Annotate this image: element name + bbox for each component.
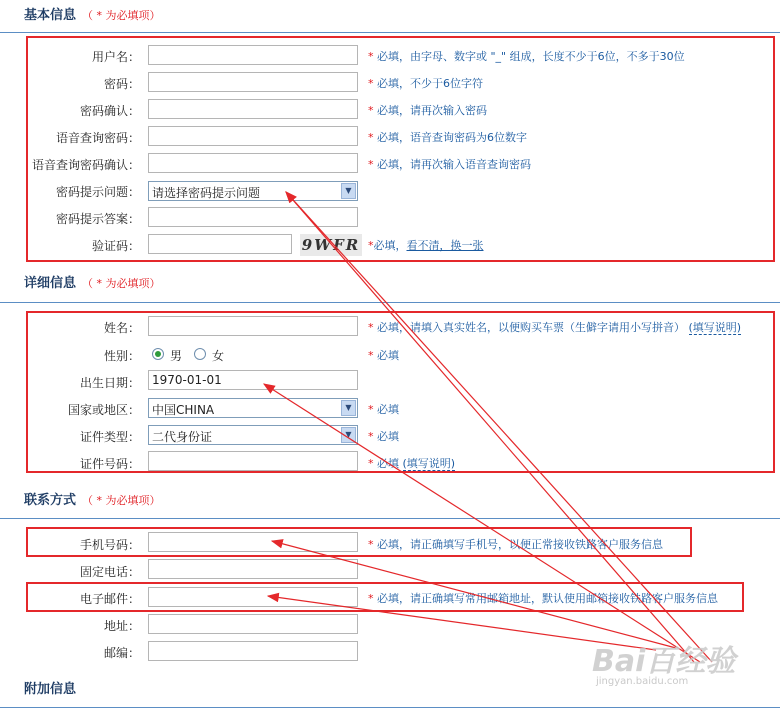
question-selected-value: 请选择密码提示问题 xyxy=(152,186,261,200)
voice-password-label: 语音查询密码： xyxy=(55,131,140,145)
required-note: （ * 为必填项） xyxy=(82,494,161,507)
id-type-selected-value: 二代身份证 xyxy=(152,430,213,444)
required-note: （ * 为必填项） xyxy=(82,277,161,290)
voice-password-hint: * 必填，语音查询密码为6位数字 xyxy=(368,131,527,144)
mobile-label: 手机号码： xyxy=(79,538,140,552)
gender-female-label: 女 xyxy=(212,349,225,363)
name-hint: * 必填，请填入真实姓名，以便购买车票（生僻字请用小写拼音） (填写说明) xyxy=(368,321,742,334)
id-number-label: 证件号码： xyxy=(79,457,140,471)
section-title-text: 详细信息 xyxy=(24,276,77,291)
id-number-hint: * 必填 (填写说明) xyxy=(368,457,456,470)
birthday-label: 出生日期： xyxy=(79,376,140,390)
country-hint: * 必填 xyxy=(368,403,399,416)
watermark-url: jingyan.baidu.com xyxy=(596,676,689,687)
section-title-text: 联系方式 xyxy=(24,493,77,508)
captcha-image[interactable]: 9WFR xyxy=(301,236,361,254)
arrow-to-birthday xyxy=(264,384,700,662)
gender-hint: * 必填 xyxy=(368,349,399,362)
voice-password-confirm-label: 语音查询密码确认： xyxy=(31,158,140,172)
password-hint: * 必填，不少于6位字符 xyxy=(368,77,483,90)
id-type-label: 证件类型： xyxy=(79,430,140,444)
country-selected-value: 中国CHINA xyxy=(152,403,215,417)
captcha-label: 验证码： xyxy=(91,239,140,253)
section-title-text: 附加信息 xyxy=(24,682,77,697)
password-label: 密码： xyxy=(103,77,140,91)
email-label: 电子邮件： xyxy=(79,592,140,606)
country-label: 国家或地区： xyxy=(67,403,140,417)
mobile-hint: * 必填，请正确填写手机号，以便正常接收铁路客户服务信息 xyxy=(368,538,663,551)
postcode-label: 邮编： xyxy=(103,646,140,660)
question-label: 密码提示问题： xyxy=(55,185,140,199)
arrow-to-question xyxy=(286,192,712,662)
phone-label: 固定电话： xyxy=(79,565,140,579)
name-label: 姓名： xyxy=(103,321,140,335)
captcha-hint: *必填，看不清，换一张 xyxy=(368,239,484,252)
username-label: 用户名： xyxy=(91,50,140,64)
answer-label: 密码提示答案： xyxy=(55,212,140,226)
username-hint: * 必填，由字母、数字或 "_" 组成，长度不少于6位，不多于30位 xyxy=(368,50,685,63)
gender-male-label: 男 xyxy=(170,349,183,363)
chevron-down-icon[interactable]: ▼ xyxy=(341,427,356,443)
password-confirm-hint: * 必填，请再次输入密码 xyxy=(368,104,487,117)
arrow-to-mobile xyxy=(272,541,676,648)
id-number-help-link[interactable]: (填写说明) xyxy=(402,457,456,470)
section-title-text: 基本信息 xyxy=(24,8,77,23)
address-label: 地址： xyxy=(103,619,140,633)
watermark-logo: Bai百经验 xyxy=(592,644,736,679)
email-hint: * 必填，请正确填写常用邮箱地址，默认使用邮箱接收铁路客户服务信息 xyxy=(368,592,718,605)
password-confirm-label: 密码确认： xyxy=(79,104,140,118)
chevron-down-icon[interactable]: ▼ xyxy=(341,183,356,199)
gender-label: 性别： xyxy=(103,349,140,363)
id-type-hint: * 必填 xyxy=(368,430,399,443)
refresh-captcha-link[interactable]: 看不清，换一张 xyxy=(406,239,484,252)
voice-password-confirm-hint: * 必填，请再次输入语音查询密码 xyxy=(368,158,531,171)
name-help-link[interactable]: (填写说明) xyxy=(688,321,742,334)
required-note: （ * 为必填项） xyxy=(82,9,161,22)
arrow-to-question xyxy=(286,192,694,662)
chevron-down-icon[interactable]: ▼ xyxy=(341,400,356,416)
